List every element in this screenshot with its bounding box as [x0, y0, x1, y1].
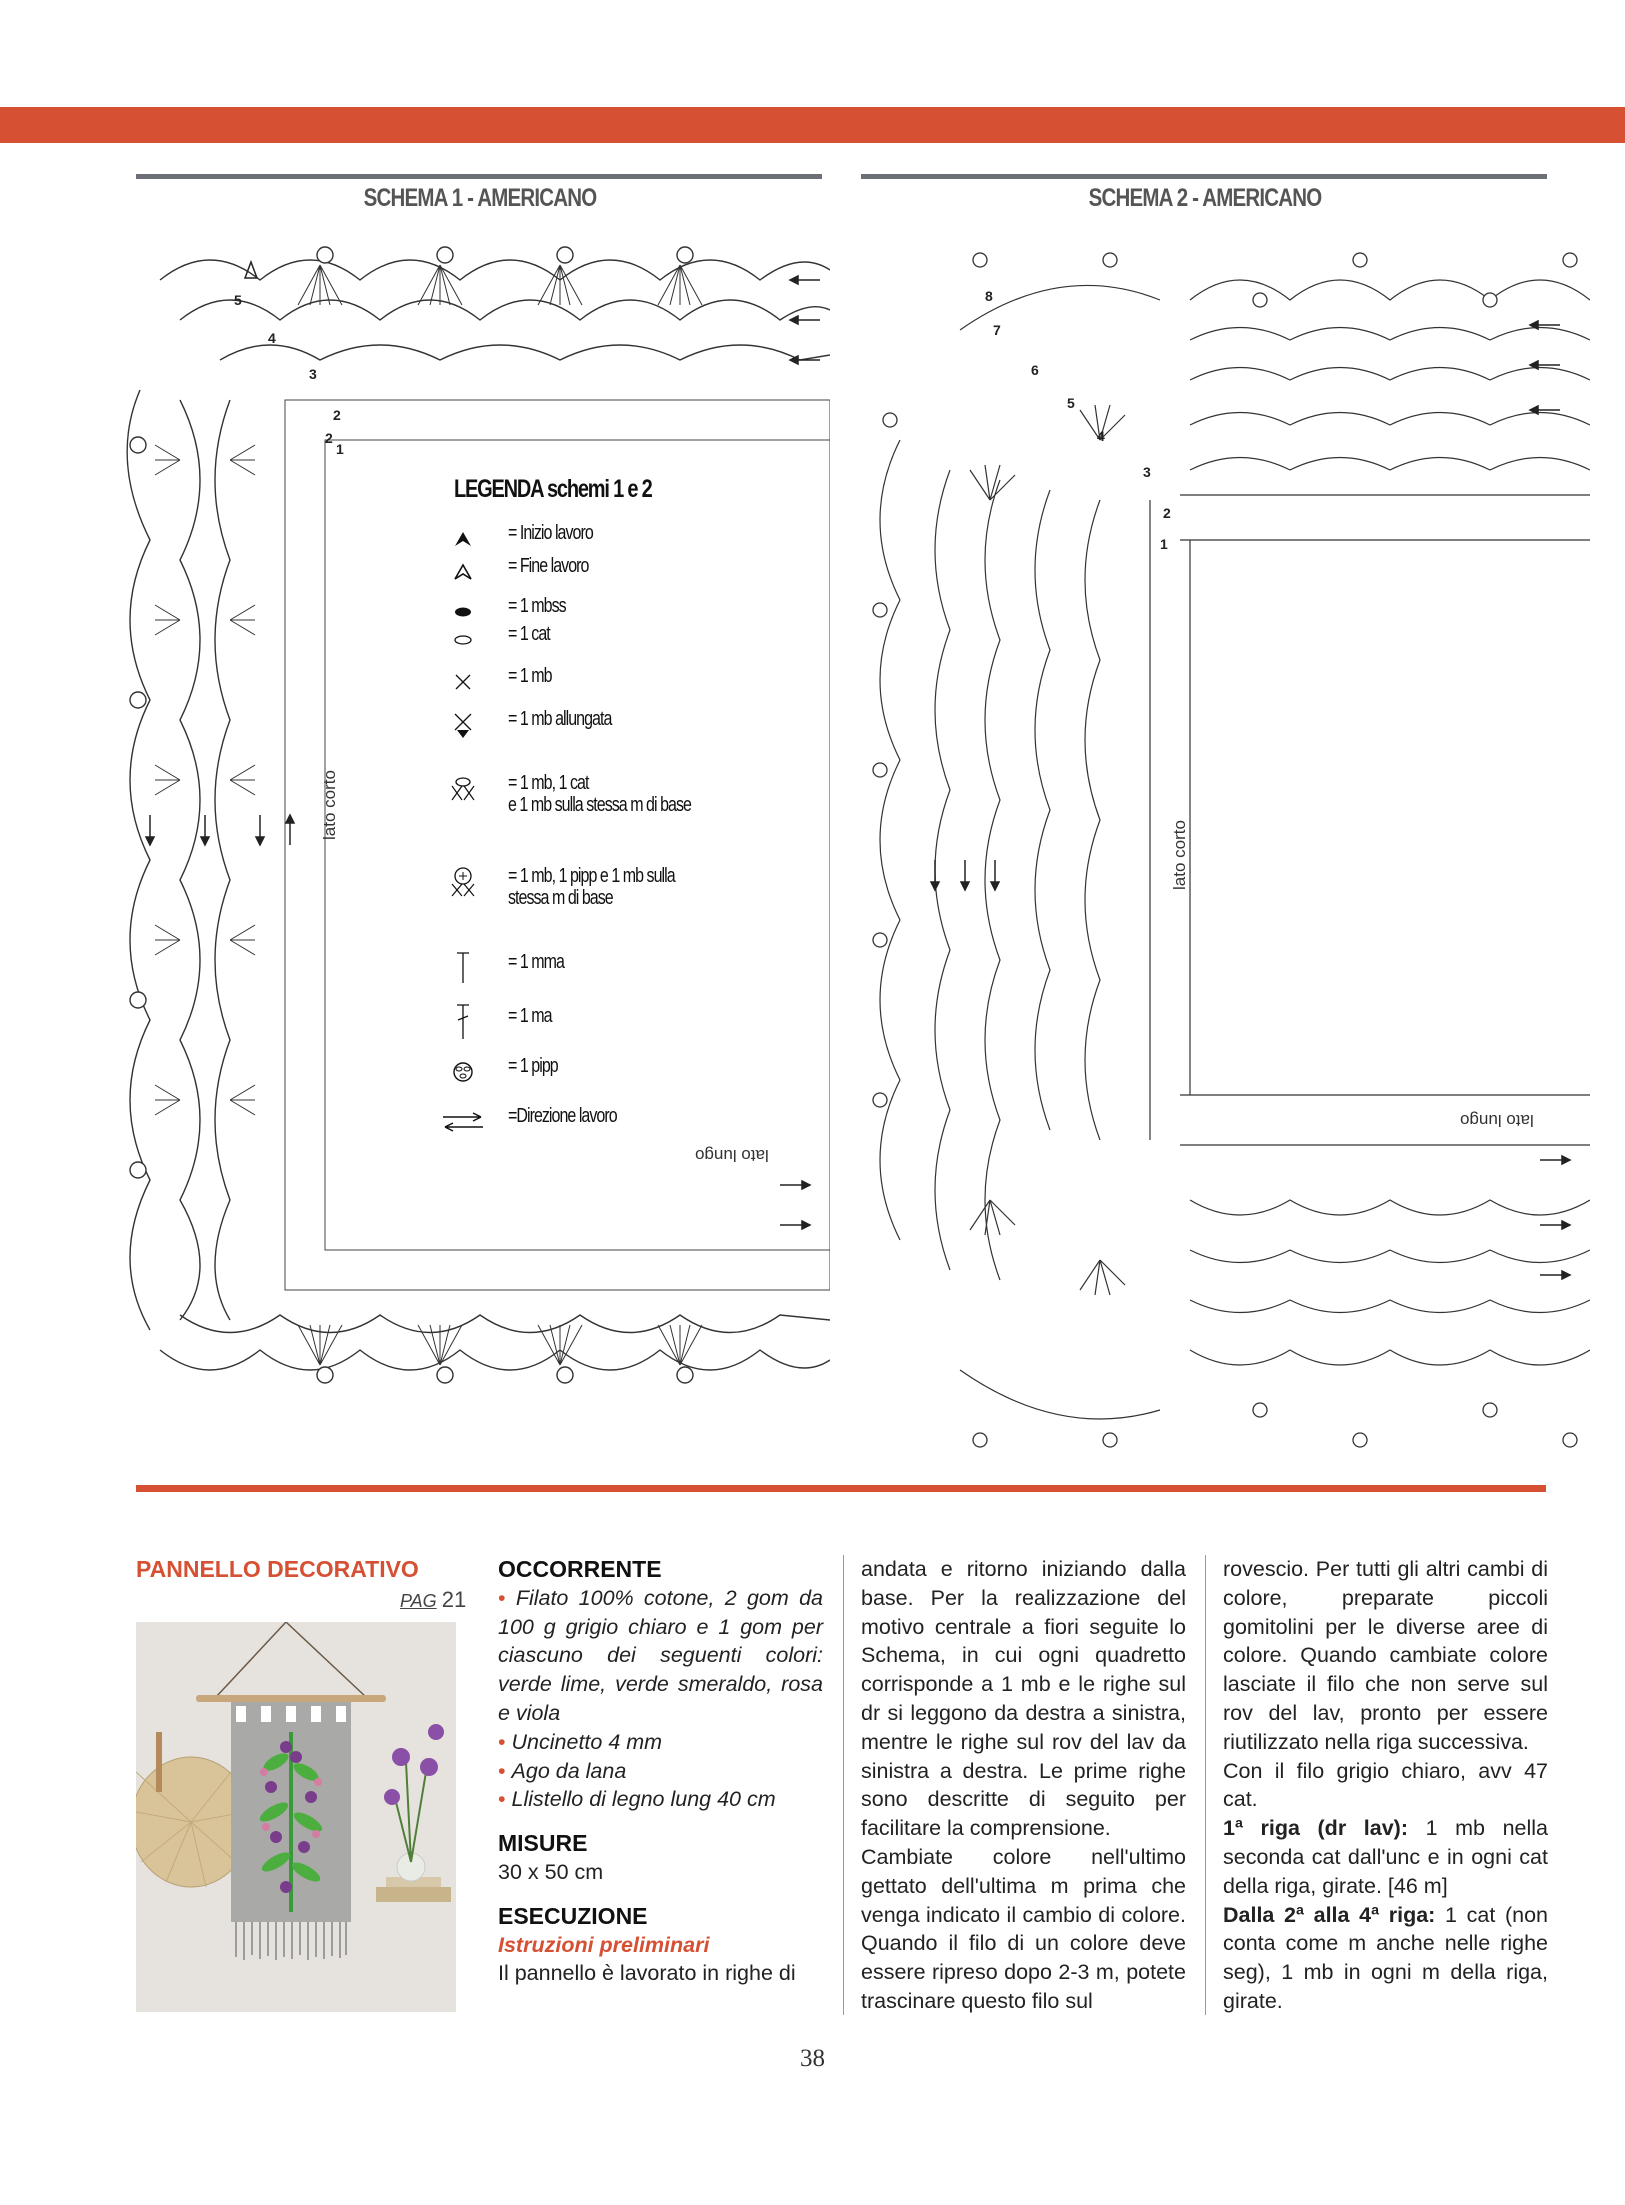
s2-row-2: 2 [1163, 505, 1171, 521]
product-photo [136, 1622, 456, 2012]
materials-column [498, 1555, 823, 1988]
misure-value: 30 x 50 cm [498, 1859, 604, 1884]
col2-text: Il pannello è lavorato in righe di [498, 1961, 796, 1986]
occorrente-item: • Llistello di legno lung 40 cm [498, 1787, 776, 1812]
occorrente-item: • Uncinetto 4 mm [498, 1729, 663, 1754]
section-divider [136, 1485, 1546, 1492]
sc-picot-sc-icon [440, 865, 486, 899]
legend [440, 475, 820, 1127]
col3-paragraph: Cambiate colore nell'ultimo gettato dell'ultima m prima che venga indicato il cambio di colore. Quando il filo di un colore deve essere ripreso dopo 2-3 m, potete trascinare questo filo sul [861, 1844, 1186, 2013]
schema1-title: SCHEMA 1 - AMERICANO [363, 184, 597, 212]
schema2-title: SCHEMA 2 - AMERICANO [1088, 184, 1322, 212]
s1-row-3: 3 [309, 366, 317, 382]
legend-item: = Fine lavoro [440, 555, 609, 589]
legend-item: = 1 mb [440, 665, 563, 699]
legend-item: =Direzione lavoro [440, 1105, 644, 1139]
schema1-rule [136, 174, 822, 179]
column-separator [1205, 1555, 1206, 2015]
row-1-instructions: 1ª riga (dr lav): 1 mb nella seconda cat dall'unc e in ogni cat della riga, girate. [46 m] [1223, 1816, 1548, 1898]
legend-item: = 1 mbss [440, 595, 580, 629]
s2-row-3: 3 [1143, 464, 1151, 480]
s1-row-1: 1 [336, 441, 344, 457]
schema1-long-side-label: lato lungo [695, 1146, 769, 1165]
occorrente-item: • Filato 100% cotone, 2 gom da 100 g grigio chiaro e 1 gom per ciascuno dei seguenti colori: verde lime, verde smeraldo, rosa e viola [498, 1585, 823, 1725]
page-number: 38 [800, 2045, 825, 2072]
column-separator [843, 1555, 844, 2015]
s1-row-4: 4 [268, 330, 276, 346]
s2-row-8: 8 [985, 288, 993, 304]
schema2-rule [861, 174, 1547, 179]
chain-icon [440, 623, 486, 657]
legend-item: = 1 cat [440, 623, 560, 657]
legend-title: LEGENDA schemi 1 e 2 [454, 475, 652, 503]
schema2-diagram [860, 240, 1590, 1460]
instructions-column-1 [861, 1555, 1186, 2016]
article-title: PANNELLO DECORATIVO [136, 1556, 419, 1582]
istruzioni-heading: Istruzioni preliminari [498, 1932, 710, 1957]
row-2-4-instructions: Dalla 2ª alla 4ª riga: 1 cat (non conta come m anche nelle righe seg), 1 mb in ogni m della riga, girate. [1223, 1902, 1548, 2013]
end-arrow-icon [440, 555, 486, 589]
legend-item: = 1 mb, 1 pipp e 1 mb sulla stessa m di base [440, 865, 716, 909]
s2-row-7: 7 [993, 322, 1001, 338]
legend-item: = 1 mb allungata [440, 708, 637, 742]
col4-paragraph: Con il filo grigio chiaro, avv 47 cat. [1223, 1758, 1548, 1812]
col4-paragraph: rovescio. Per tutti gli altri cambi di colore, preparate piccoli gomitolini per le diverse aree di colore. Quando cambiate colore lasciate il filo che non serve sul rov del lav, pronto per essere riutilizzato nella riga successiva. [1223, 1557, 1548, 1754]
s1-row-2b: 2 [325, 430, 333, 446]
s2-row-1: 1 [1160, 536, 1168, 552]
legend-item: = 1 mb, 1 cat e 1 mb sulla stessa m di base [440, 772, 737, 816]
sc-ch-sc-icon [440, 772, 486, 806]
direction-arrows-icon [440, 1105, 486, 1139]
esecuzione-heading: ESECUZIONE [498, 1902, 648, 1929]
long-single-crochet-icon [440, 708, 486, 742]
schema2-short-side-label: lato corto [1170, 820, 1189, 890]
s1-row-5: 5 [234, 292, 242, 308]
start-arrow-icon [440, 522, 486, 556]
legend-item: = Inizio lavoro [440, 522, 614, 556]
col3-paragraph: andata e ritorno iniziando dalla base. Per la realizzazione del motivo centrale a fiori seguite lo Schema, in cui ogni quadretto corrisponde a 1 mb e le righe sul dr si leggono da destra a sinistra, mentre le righe sul rov del lav da sinistra a destra. Le prime righe sono descritte di seguito per facilitare la comprensione. [861, 1557, 1186, 1841]
schema1-short-side-label: lato corto [320, 770, 339, 840]
picot-icon [440, 1055, 486, 1089]
misure-heading: MISURE [498, 1830, 588, 1857]
schema2-long-side-label: lato lungo [1460, 1111, 1534, 1130]
s2-row-5: 5 [1067, 395, 1075, 411]
s2-row-6: 6 [1031, 362, 1039, 378]
article-title-column [136, 1555, 456, 1584]
s1-row-2: 2 [333, 407, 341, 423]
legend-item: = 1 ma [440, 1005, 563, 1039]
occorrente-heading: OCCORRENTE [498, 1556, 662, 1582]
s2-row-4: 4 [1097, 428, 1105, 444]
single-crochet-icon [440, 665, 486, 699]
top-color-bar [0, 107, 1625, 143]
occorrente-item: • Ago da lana [498, 1758, 627, 1783]
double-crochet-icon [440, 1005, 486, 1039]
legend-item: = 1 pipp [440, 1055, 570, 1089]
page-reference: PAG 21 [400, 1587, 467, 1612]
instructions-column-2 [1223, 1555, 1548, 2016]
half-double-icon [440, 951, 486, 985]
legend-item: = 1 mma [440, 951, 578, 985]
